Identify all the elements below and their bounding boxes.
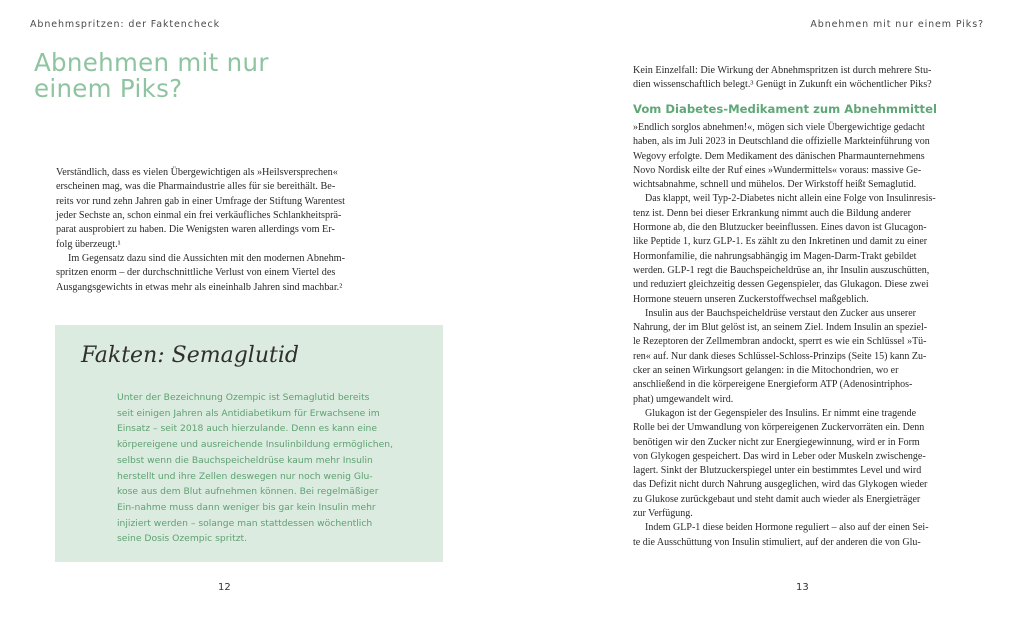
facts-line: herstellt und ihre Zellen deswegen nur noch wenig Glu- [117,470,373,482]
body-line: »Endlich sorglos abnehmen!«, mögen sich viele Übergewichtige gedacht [633,122,925,133]
body-line: und reduziert gleichzeitig dessen Gegenspieler, das Glukagon. Diese zwei [633,279,929,291]
facts-line: seit einigen Jahren als Antidiabetikum für Erwachsene im [117,407,380,419]
body-line: Hormone ab, die den Blutzucker beeinflussen. Eines davon ist Glucagon- [633,222,927,234]
running-header-left: Abnehmspritzen: der Faktencheck [30,19,221,30]
body-line: te die Ausschüttung von Insulin stimuliert, auf der anderen die von Glu- [633,536,921,548]
body-line: dien wissenschaftlich belegt.³ Genügt in Zukunft ein wöchentlicher Piks? [633,79,932,91]
body-line: erscheinen mag, was die Pharmaindustrie alles für sie bereithält. Be- [56,181,336,193]
body-line: tenz ist. Denn bei dieser Erkrankung nimmt auch die Bildung anderer [633,207,911,219]
facts-line: selbst wenn die Bauchspeicheldrüse kaum mehr Insulin [117,454,373,466]
body-line: werden. GLP-1 regt die Bauchspeicheldrüse an, ihr Insulin auszuschütten, [633,264,930,276]
body-line: reits vor rund zehn Jahren gab in einer Umfrage der Stiftung Warentest [56,195,345,207]
running-header-right: Abnehmen mit nur einem Piks? [810,19,984,30]
facts-line: Ein-nahme muss dann weniger bis gar kein Insulin mehr [117,501,376,513]
body-line: Das klappt, weil Typ-2-Diabetes nicht allein eine Folge von Insulinresis- [645,193,936,205]
facts-line: Einsatz – seit 2018 auch hierzulande. Denn es kann eine [117,423,377,435]
body-line: zur Verfügung. [633,508,693,520]
page-number-right: 13 [796,582,809,593]
body-line: parat ausprobiert zu haben. Die Wenigsten waren allerdings vom Er- [56,224,335,236]
body-line: das Defizit nicht durch Nahrung ausgeglichen, wird das Glykogen wieder [633,479,928,491]
body-line: Verständlich, dass es vielen Übergewichtigen als »Heilsversprechen« [56,167,338,178]
body-line: spritzen enorm – der durchschnittliche Verlust von einem Viertel des [56,267,336,279]
body-line: ren« auf. Nur dank dieses Schlüssel-Schloss-Prinzips (Seite 15) kann Zu- [633,350,927,362]
body-line: jeder Sechste an, schon einmal ein frei verkäufliches Schlankheitsprä- [56,210,342,222]
body-line: Rolle bei der Umwandlung von körpereigenen Zuckervorräten ein. Denn [633,422,925,434]
facts-title: Fakten: Semaglutid [81,343,299,368]
body-line: Nahrung, der im Blut gelöst ist, an seinem Ziel. Indem Insulin an speziel- [633,322,928,334]
body-line: Glukagon ist der Gegenspieler des Insulins. Er nimmt eine tragende [645,407,917,419]
right-body-text [633,121,936,550]
chapter-title-line: Abnehmen mit nur [34,48,269,77]
page-number-left: 12 [218,582,231,593]
facts-line: injiziert werden – solange man stattdessen wöchentlich [117,517,373,529]
facts-box [55,325,443,562]
facts-line: körpereigene und ausreichende Insulinbildung ermöglichen, [117,439,393,451]
body-line: lagert. Sinkt der Blutzuckerspiegel unter ein bestimmtes Level und wird [633,465,922,477]
left-body-text [56,166,345,295]
facts-line: seine Dosis Ozempic spritzt. [117,533,248,545]
body-line: Hormone steuern unseren Zuckerstoffwechsel maßgeblich. [633,293,869,305]
body-line: Kein Einzelfall: Die Wirkung der Abnehmspritzen ist durch mehrere Stu- [633,65,932,76]
right-intro-text [633,64,932,93]
chapter-title-line: einem Piks? [34,74,183,103]
section-subheading: Vom Diabetes-Medikament zum Abnehmmittel [633,102,937,116]
body-line: Wegovy erfolgte. Dem Medikament des dänischen Pharmaunternehmens [633,150,925,162]
body-line: Hormonfamilie, die nahrungsabhängig im Magen-Darm-Trakt gebildet [633,250,917,262]
body-line: Insulin aus der Bauchspeicheldrüse verstaut den Zucker aus unserer [645,307,917,319]
facts-line: kose aus dem Blut aufnehmen können. Bei regelmäßiger [117,486,379,498]
body-line: Indem GLP-1 diese beiden Hormone reguliert – also auf der einen Sei- [645,522,929,534]
body-line: benötigen wir den Zucker nicht zur Energiegewinnung, wird er in Form [633,436,920,448]
body-line: Im Gegensatz dazu sind die Aussichten mit den modernen Abnehm- [68,253,345,265]
body-line: Ausgangsgewichts in etwas mehr als eineinhalb Jahren sind machbar.² [56,281,343,293]
body-line: wichtsabnahme, schnell und mühelos. Der Wirkstoff heißt Semaglutid. [633,179,917,191]
body-line: haben, als im Juli 2023 in Deutschland die offizielle Markteinführung von [633,136,930,148]
body-line: zu Glukose zurückgebaut und steht damit auch wieder als Energieträger [633,493,921,505]
facts-line: Unter der Bezeichnung Ozempic ist Semaglutid bereits [117,392,370,403]
body-line: le Rezeptoren der Zellmembran andockt, sperrt es wie ein Schlüssel »Tü- [633,336,927,348]
body-line: Novo Nordisk eilte der Ruf eines »Wundermittels« voraus: massive Ge- [633,164,922,176]
body-line: anschließend in die körpereigene Energieform ATP (Adenosintriphos- [633,379,913,391]
chapter-title [34,50,269,102]
body-line: phat) umgewandelt wird. [633,393,734,405]
body-line: like Peptide 1, kurz GLP-1. Es zählt zu den Inkretinen und damit zu einer [633,236,928,248]
body-line: folg überzeugt.¹ [56,238,121,250]
body-line: von Glykogen gespeichert. Das wird in Leber oder Muskeln zwischenge- [633,450,926,462]
body-line: cker an seinen Wirkungsort gelangen: in die Mitochondrien, wo er [633,365,899,377]
facts-text [117,390,393,547]
